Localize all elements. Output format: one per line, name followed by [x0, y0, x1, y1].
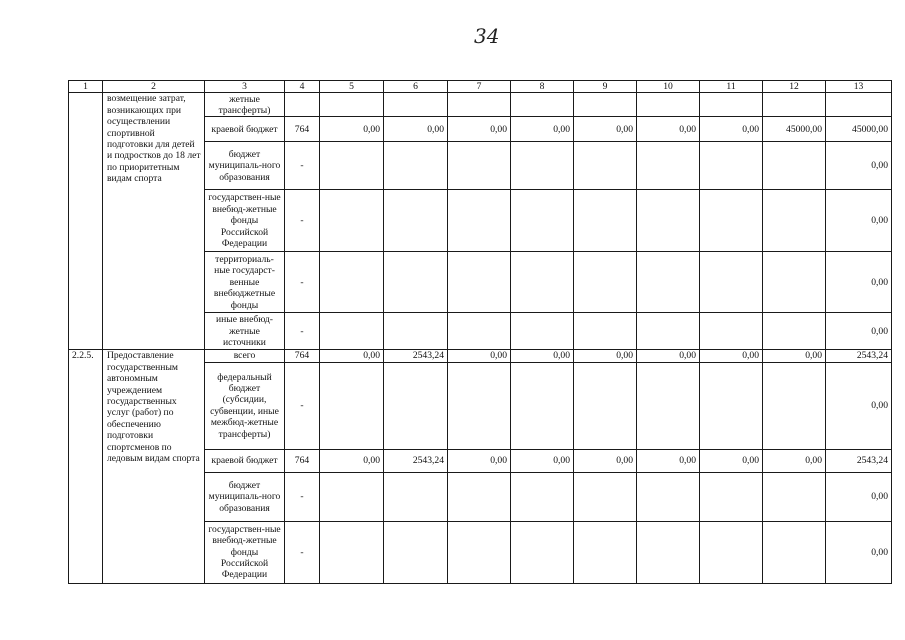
header-cell: 6	[384, 81, 448, 93]
amount-cell: 0,00	[700, 449, 763, 472]
item-name: Предоставление государственным автономным учреждением государственных услуг (работ) по обеспечению подготовки спортсменов по ледовым видам спорта	[103, 350, 205, 583]
header-cell: 12	[763, 81, 826, 93]
amount-cell	[384, 252, 448, 313]
amount-cell	[574, 93, 637, 117]
budget-code: -	[285, 252, 320, 313]
amount-cell	[637, 362, 700, 449]
amount-cell	[448, 521, 511, 583]
budget-code: -	[285, 190, 320, 252]
amount-cell	[637, 252, 700, 313]
amount-cell	[448, 252, 511, 313]
amount-cell: 0,00	[574, 117, 637, 142]
amount-cell	[700, 472, 763, 521]
header-cell: 3	[205, 81, 285, 93]
amount-cell	[384, 362, 448, 449]
header-cell: 11	[700, 81, 763, 93]
amount-cell	[511, 521, 574, 583]
amount-cell	[574, 472, 637, 521]
amount-cell: 0,00	[826, 472, 892, 521]
amount-cell: 0,00	[574, 350, 637, 362]
table-row	[69, 93, 892, 117]
amount-cell	[511, 362, 574, 449]
amount-cell: 0,00	[826, 252, 892, 313]
amount-cell: 0,00	[637, 449, 700, 472]
budget-code: -	[285, 521, 320, 583]
amount-cell	[574, 362, 637, 449]
amount-cell	[763, 521, 826, 583]
amount-cell	[700, 252, 763, 313]
amount-cell: 2543,24	[384, 350, 448, 362]
header-cell: 4	[285, 81, 320, 93]
amount-cell	[511, 190, 574, 252]
amount-cell: 0,00	[826, 313, 892, 350]
funding-source: всего	[205, 350, 285, 362]
amount-cell: 0,00	[448, 449, 511, 472]
budget-code: -	[285, 472, 320, 521]
amount-cell: 0,00	[320, 117, 384, 142]
header-cell: 1	[69, 81, 103, 93]
item-code: 2.2.5.	[69, 350, 103, 583]
amount-cell	[320, 362, 384, 449]
amount-cell: 2543,24	[826, 449, 892, 472]
funding-source: бюджет муниципаль-ного образования	[205, 142, 285, 190]
budget-code: -	[285, 313, 320, 350]
amount-cell	[637, 313, 700, 350]
amount-cell	[511, 472, 574, 521]
amount-cell: 2543,24	[826, 350, 892, 362]
amount-cell	[763, 93, 826, 117]
funding-source: государствен-ные внебюд-жетные фонды Российской Федерации	[205, 190, 285, 252]
amount-cell	[384, 472, 448, 521]
amount-cell	[384, 190, 448, 252]
amount-cell	[320, 252, 384, 313]
amount-cell	[511, 93, 574, 117]
amount-cell: 0,00	[511, 117, 574, 142]
header-row	[69, 81, 892, 93]
amount-cell: 0,00	[574, 449, 637, 472]
amount-cell	[511, 142, 574, 190]
budget-code: 764	[285, 117, 320, 142]
item-name: возмещение затрат, возникающих при осуществлении спортивной подготовки для детей и подростков до 18 лет по приоритетным видам спорта	[103, 93, 205, 350]
amount-cell	[511, 252, 574, 313]
amount-cell: 0,00	[384, 117, 448, 142]
amount-cell	[384, 93, 448, 117]
amount-cell: 0,00	[320, 449, 384, 472]
amount-cell	[826, 93, 892, 117]
amount-cell: 45000,00	[763, 117, 826, 142]
amount-cell	[763, 362, 826, 449]
amount-cell: 0,00	[826, 521, 892, 583]
amount-cell	[574, 252, 637, 313]
amount-cell: 2543,24	[384, 449, 448, 472]
budget-table	[68, 80, 892, 584]
table-row	[69, 350, 892, 362]
budget-code: 764	[285, 449, 320, 472]
page-number: 34	[474, 24, 500, 48]
amount-cell	[511, 313, 574, 350]
amount-cell: 0,00	[637, 350, 700, 362]
amount-cell: 0,00	[826, 142, 892, 190]
amount-cell: 0,00	[511, 449, 574, 472]
amount-cell: 0,00	[826, 362, 892, 449]
amount-cell	[448, 142, 511, 190]
amount-cell	[574, 142, 637, 190]
funding-source: жетные трансферты)	[205, 93, 285, 117]
amount-cell: 0,00	[637, 117, 700, 142]
amount-cell	[448, 93, 511, 117]
amount-cell	[574, 313, 637, 350]
header-cell: 7	[448, 81, 511, 93]
amount-cell: 0,00	[763, 449, 826, 472]
amount-cell	[700, 190, 763, 252]
amount-cell	[448, 313, 511, 350]
budget-code: -	[285, 362, 320, 449]
funding-source: федеральный бюджет (субсидии, субвенции, иные межбюд-жетные трансферты)	[205, 362, 285, 449]
amount-cell	[320, 472, 384, 521]
amount-cell	[763, 313, 826, 350]
amount-cell: 0,00	[320, 350, 384, 362]
amount-cell	[637, 190, 700, 252]
amount-cell	[763, 472, 826, 521]
item-code	[69, 93, 103, 350]
amount-cell	[448, 362, 511, 449]
amount-cell: 0,00	[826, 190, 892, 252]
amount-cell	[384, 313, 448, 350]
amount-cell: 0,00	[763, 350, 826, 362]
header-cell: 9	[574, 81, 637, 93]
amount-cell: 0,00	[448, 117, 511, 142]
amount-cell	[448, 190, 511, 252]
funding-source: краевой бюджет	[205, 117, 285, 142]
amount-cell: 0,00	[448, 350, 511, 362]
header-cell: 5	[320, 81, 384, 93]
header-cell: 2	[103, 81, 205, 93]
header-cell: 10	[637, 81, 700, 93]
amount-cell	[637, 93, 700, 117]
amount-cell: 0,00	[511, 350, 574, 362]
amount-cell	[700, 142, 763, 190]
amount-cell	[384, 142, 448, 190]
amount-cell	[574, 521, 637, 583]
budget-code	[285, 93, 320, 117]
budget-code: 764	[285, 350, 320, 362]
header-cell: 8	[511, 81, 574, 93]
amount-cell	[320, 93, 384, 117]
amount-cell	[320, 190, 384, 252]
funding-source: краевой бюджет	[205, 449, 285, 472]
amount-cell	[574, 190, 637, 252]
amount-cell	[763, 190, 826, 252]
amount-cell	[448, 472, 511, 521]
amount-cell: 45000,00	[826, 117, 892, 142]
amount-cell: 0,00	[700, 117, 763, 142]
amount-cell	[637, 472, 700, 521]
amount-cell: 0,00	[700, 350, 763, 362]
amount-cell	[637, 142, 700, 190]
budget-code: -	[285, 142, 320, 190]
amount-cell	[637, 521, 700, 583]
amount-cell	[320, 521, 384, 583]
funding-source: бюджет муниципаль-ного образования	[205, 472, 285, 521]
amount-cell	[700, 93, 763, 117]
amount-cell	[320, 313, 384, 350]
amount-cell	[700, 313, 763, 350]
amount-cell	[384, 521, 448, 583]
amount-cell	[320, 142, 384, 190]
amount-cell	[700, 521, 763, 583]
funding-source: иные внебюд-жетные источники	[205, 313, 285, 350]
amount-cell	[763, 252, 826, 313]
amount-cell	[763, 142, 826, 190]
amount-cell	[700, 362, 763, 449]
header-cell: 13	[826, 81, 892, 93]
funding-source: территориаль-ные государст-венные внебюджетные фонды	[205, 252, 285, 313]
funding-source: государствен-ные внебюд-жетные фонды Российской Федерации	[205, 521, 285, 583]
